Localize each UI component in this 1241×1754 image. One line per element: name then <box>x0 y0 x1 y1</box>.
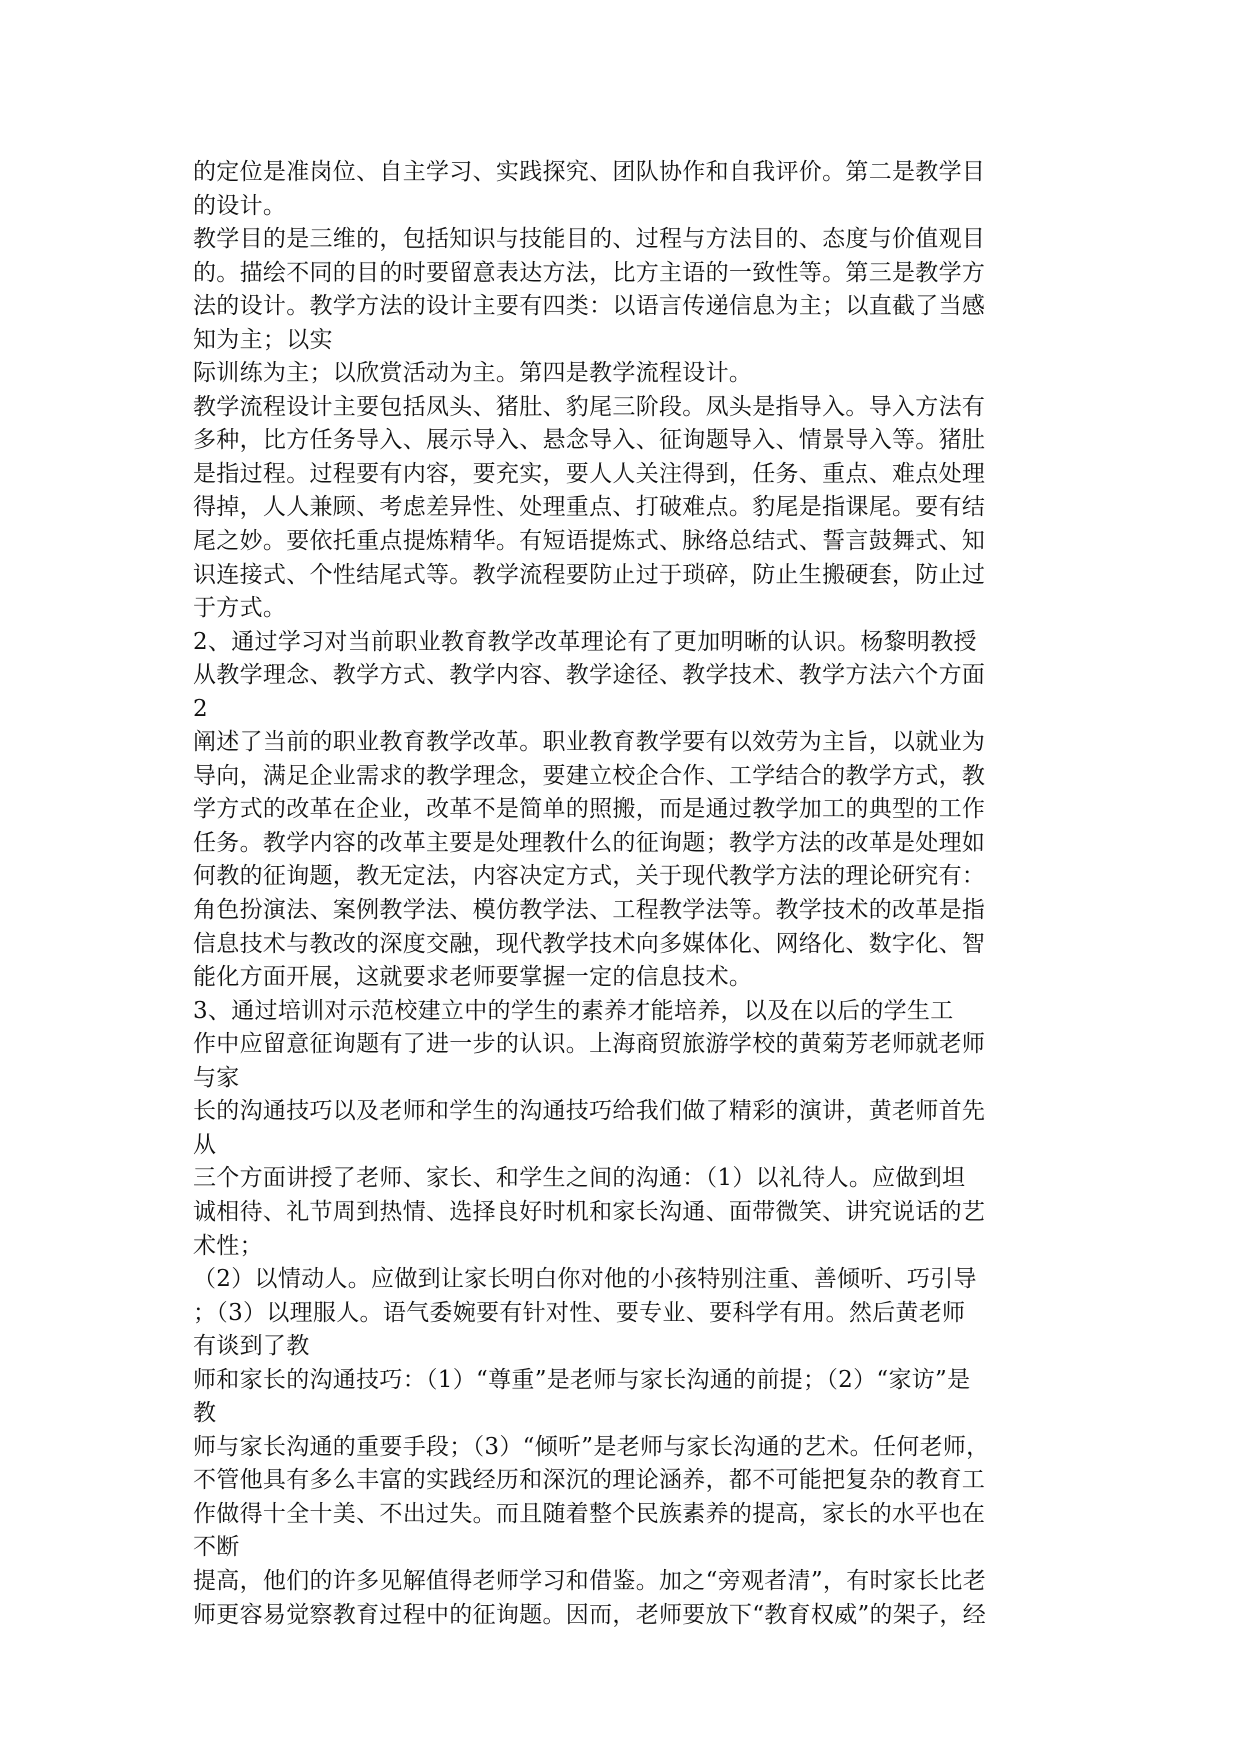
text-line: 教学流程设计主要包括凤头、猪肚、豹尾三阶段。凤头是指导入。导入方法有 <box>193 393 986 420</box>
text-line: 有谈到了教 <box>193 1333 310 1360</box>
text-line: 的。描绘不同的目的时要留意表达方法，比方主语的一致性等。第三是教学方 <box>193 259 986 286</box>
text-line: 学方式的改革在企业，改革不是简单的照搬，而是通过教学加工的典型的工作 <box>193 796 986 823</box>
text-line: 何教的征询题，教无定法，内容决定方式，关于现代教学方法的理论研究有： <box>193 863 986 890</box>
text-line: 从教学理念、教学方式、教学内容、教学途径、教学技术、教学方法六个方面 <box>193 662 986 689</box>
text-line: 诚相待、礼节周到热情、选择良好时机和家长沟通、面带微笑、讲究说话的艺 <box>193 1198 986 1225</box>
text-line: 不管他具有多么丰富的实践经历和深沉的理论涵养，都不可能把复杂的教育工 <box>193 1467 986 1494</box>
text-line: 师和家长的沟通技巧：（1）“尊重”是老师与家长沟通的前提；（2）“家访”是 <box>193 1366 971 1393</box>
text-line: 2 <box>193 695 208 722</box>
text-line: 作做得十全十美、不出过失。而且随着整个民族素养的提高，家长的水平也在 <box>193 1500 986 1527</box>
text-line: 三个方面讲授了老师、家长、和学生之间的沟通：（1）以礼待人。应做到坦 <box>193 1165 966 1192</box>
text-line: 知为主；以实 <box>193 326 333 353</box>
text-line: （2）以情动人。应做到让家长明白你对他的小孩特别注重、善倾听、巧引导 <box>193 1266 977 1293</box>
text-line: 法的设计。教学方法的设计主要有四类：以语言传递信息为主；以直截了当感 <box>193 293 986 320</box>
text-line: 3、通过培训对示范校建立中的学生的素养才能培养，以及在以后的学生工 <box>193 997 954 1024</box>
text-line: 教 <box>193 1400 217 1427</box>
text-line: 不断 <box>193 1534 240 1561</box>
text-line: 术性； <box>193 1232 263 1259</box>
text-line: 识连接式、个性结尾式等。教学流程要防止过于琐碎，防止生搬硬套，防止过 <box>193 561 986 588</box>
text-line: 师与家长沟通的重要手段；（3）“倾听”是老师与家长沟通的艺术。任何老师， <box>193 1433 990 1460</box>
text-line: 于方式。 <box>193 595 287 622</box>
text-line: 尾之妙。要依托重点提炼精华。有短语提炼式、脉络总结式、誓言鼓舞式、知 <box>193 528 986 555</box>
text-line: 多种，比方任务导入、展示导入、悬念导入、征询题导入、情景导入等。猪肚 <box>193 427 986 454</box>
text-line: 的设计。 <box>193 192 287 219</box>
text-line: 信息技术与教改的深度交融，现代教学技术向多媒体化、网络化、数字化、智 <box>193 930 986 957</box>
text-line: 导向，满足企业需求的教学理念，要建立校企合作、工学结合的教学方式，教 <box>193 762 986 789</box>
text-line: 长的沟通技巧以及老师和学生的沟通技巧给我们做了精彩的演讲，黄老师首先 <box>193 1098 986 1125</box>
text-line: 的定位是准岗位、自主学习、实践探究、团队协作和自我评价。第二是教学目 <box>193 159 986 185</box>
text-line: 是指过程。过程要有内容，要充实，要人人关注得到，任务、重点、难点处理 <box>193 460 986 487</box>
text-line: 2、通过学习对当前职业教育教学改革理论有了更加明晰的认识。杨黎明教授 <box>193 628 977 655</box>
text-line: 师更容易觉察教育过程中的征询题。因而，老师要放下“教育权威”的架子，经 <box>193 1601 987 1628</box>
text-line: 从 <box>193 1131 217 1158</box>
text-line: 角色扮演法、案例教学法、模仿教学法、工程教学法等。教学技术的改革是指 <box>193 897 986 924</box>
text-line: 提高，他们的许多见解值得老师学习和借鉴。加之“旁观者清”，有时家长比老 <box>193 1567 987 1594</box>
body-text <box>193 156 1053 1632</box>
text-line: 得掉，人人兼顾、考虑差异性、处理重点、打破难点。豹尾是指课尾。要有结 <box>193 494 986 521</box>
text-line: 作中应留意征询题有了进一步的认识。上海商贸旅游学校的黄菊芳老师就老师 <box>193 1031 986 1058</box>
text-line: 际训练为主；以欣赏活动为主。第四是教学流程设计。 <box>193 360 753 387</box>
text-line: 教学目的是三维的，包括知识与技能目的、过程与方法目的、态度与价值观目 <box>193 226 986 253</box>
text-line: 阐述了当前的职业教育教学改革。职业教育教学要有以效劳为主旨，以就业为 <box>193 729 986 756</box>
text-line: ；（3）以理服人。语气委婉要有针对性、要专业、要科学有用。然后黄老师 <box>193 1299 966 1326</box>
text-line: 任务。教学内容的改革主要是处理教什么的征询题；教学方法的改革是处理如 <box>193 829 986 856</box>
text-line: 与家 <box>193 1064 240 1091</box>
text-line: 能化方面开展，这就要求老师要掌握一定的信息技术。 <box>193 964 753 991</box>
